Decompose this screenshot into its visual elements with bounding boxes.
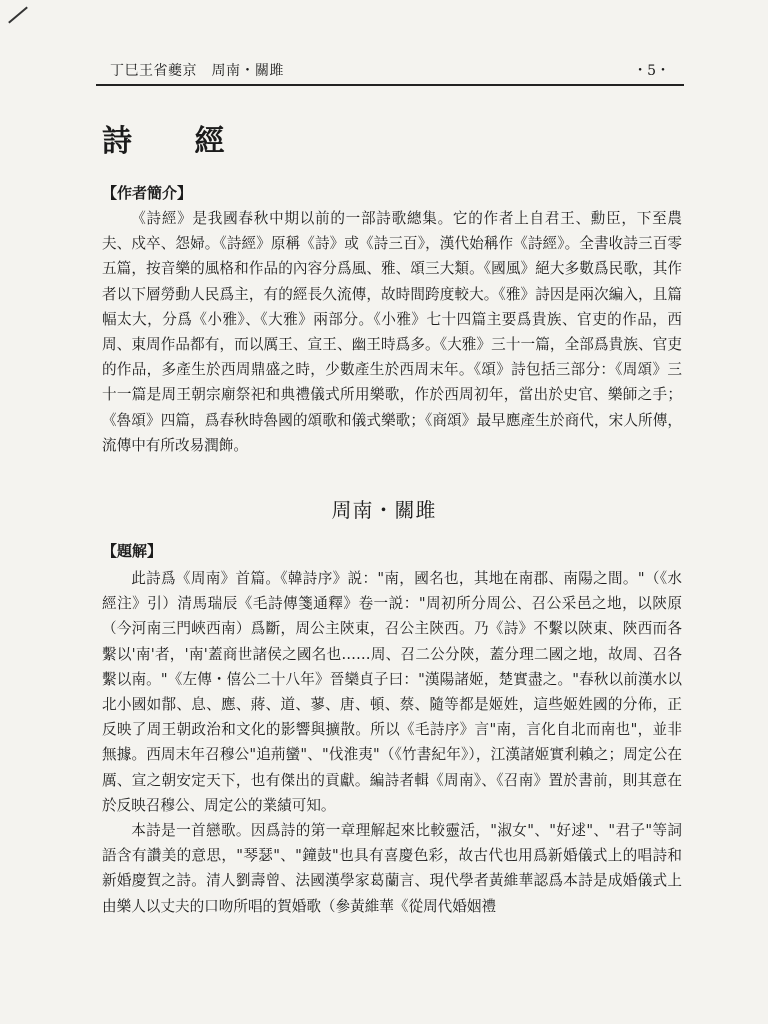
- author-intro-text: 《詩經》是我國春秋中期以前的一部詩歌總集。它的作者上自君王、勳臣，下至農夫、戍卒、怨婦。《詩經》原稱《詩》或《詩三百》，漢代始稱作《詩經》。全書收詩三百零五篇，按音樂的風格和作品的內容分爲風、雅、頌三大類。《國風》絕大多數爲民歌，其作者以下層勞動人民爲主，有的經長久流傳，故時間跨度較大。《雅》詩因是兩次編入，且篇幅太大，分爲《小雅》、《大雅》兩部分。《小雅》七十四篇主要爲貴族、官吏的作品，西周、東周作品都有，而以厲王、宣王、幽王時爲多。《大雅》三十一篇，全部爲貴族、官吏的作品，多產生於西周鼎盛之時，少數產生於西周末年。《頌》詩包括三部分：《周頌》三十一篇是周王朝宗廟祭祀和典禮儀式所用樂歌，作於西周初年，當出於史官、樂師之手；《魯頌》四篇，爲春秋時魯國的頌歌和儀式樂歌；《商頌》最早應產生於商代，宋人所傳，流傳中有所改易潤飾。: [102, 210, 682, 454]
- commentary-paragraph-1: 此詩爲《周南》首篇。《韓詩序》説："南，國名也，其地在南郡、南陽之間。"（《水經注》引）清馬瑞辰《毛詩傳箋通釋》卷一説："周初所分周公、召公采邑之地，以陝原（今河南三門峽西南）爲斷，周公主陝東，召公主陝西。乃《詩》不繫以陝東、陝西而各繫以'南'者，'南'蓋商世諸侯之國名也……周、召二公分陝，蓋分理二國之地，故周、召各繫以南。"《左傳・僖公二十八年》晉欒貞子曰："漢陽諸姬，楚實盡之。"春秋以前漢水以北小國如鄁、息、應、蔣、道、蓼、唐、頓、蔡、隨等都是姬姓，這些姬姓國的分佈，正反映了周王朝政治和文化的影響與擴散。所以《毛詩序》言"南，言化自北而南也"，並非無據。西周末年召穆公"追荊蠻"、"伐淮夷"（《竹書紀年》），江漢諸姬實利賴之；周定公在厲、宣之朝安定天下，也有傑出的貢獻。編詩者輯《周南》、《召南》置於書前，則其意在於反映召穆公、周定公的業績可知。: [102, 570, 682, 814]
- scan-mark: [8, 7, 28, 24]
- poem-title: 周南・關雎: [331, 498, 437, 522]
- running-header-title: 丁巳王省夔京 周南・關雎: [110, 63, 284, 79]
- running-header: [96, 58, 684, 82]
- book-title: 詩 經: [102, 124, 251, 159]
- header-rule: [96, 84, 684, 86]
- page-number: ・5・: [633, 63, 670, 79]
- commentary-paragraph-2: 本詩是一首戀歌。因爲詩的第一章理解起來比較靈活，"淑女"、"好逑"、"君子"等詞語含有讚美的意思，"琴瑟"、"鐘鼓"也具有喜慶色彩，故古代也用爲新婚儀式上的唱詩和新婚慶賀之詩。清人劉壽曾、法國漢學家葛蘭言、現代學者黃維華認爲本詩是成婚儀式上由樂人以丈夫的口吻所唱的賀婚歌（參黃維華《從周代婚姻禮: [102, 822, 682, 915]
- author-intro-label: 【作者簡介】: [102, 184, 193, 202]
- commentary-label: 【題解】: [102, 542, 163, 560]
